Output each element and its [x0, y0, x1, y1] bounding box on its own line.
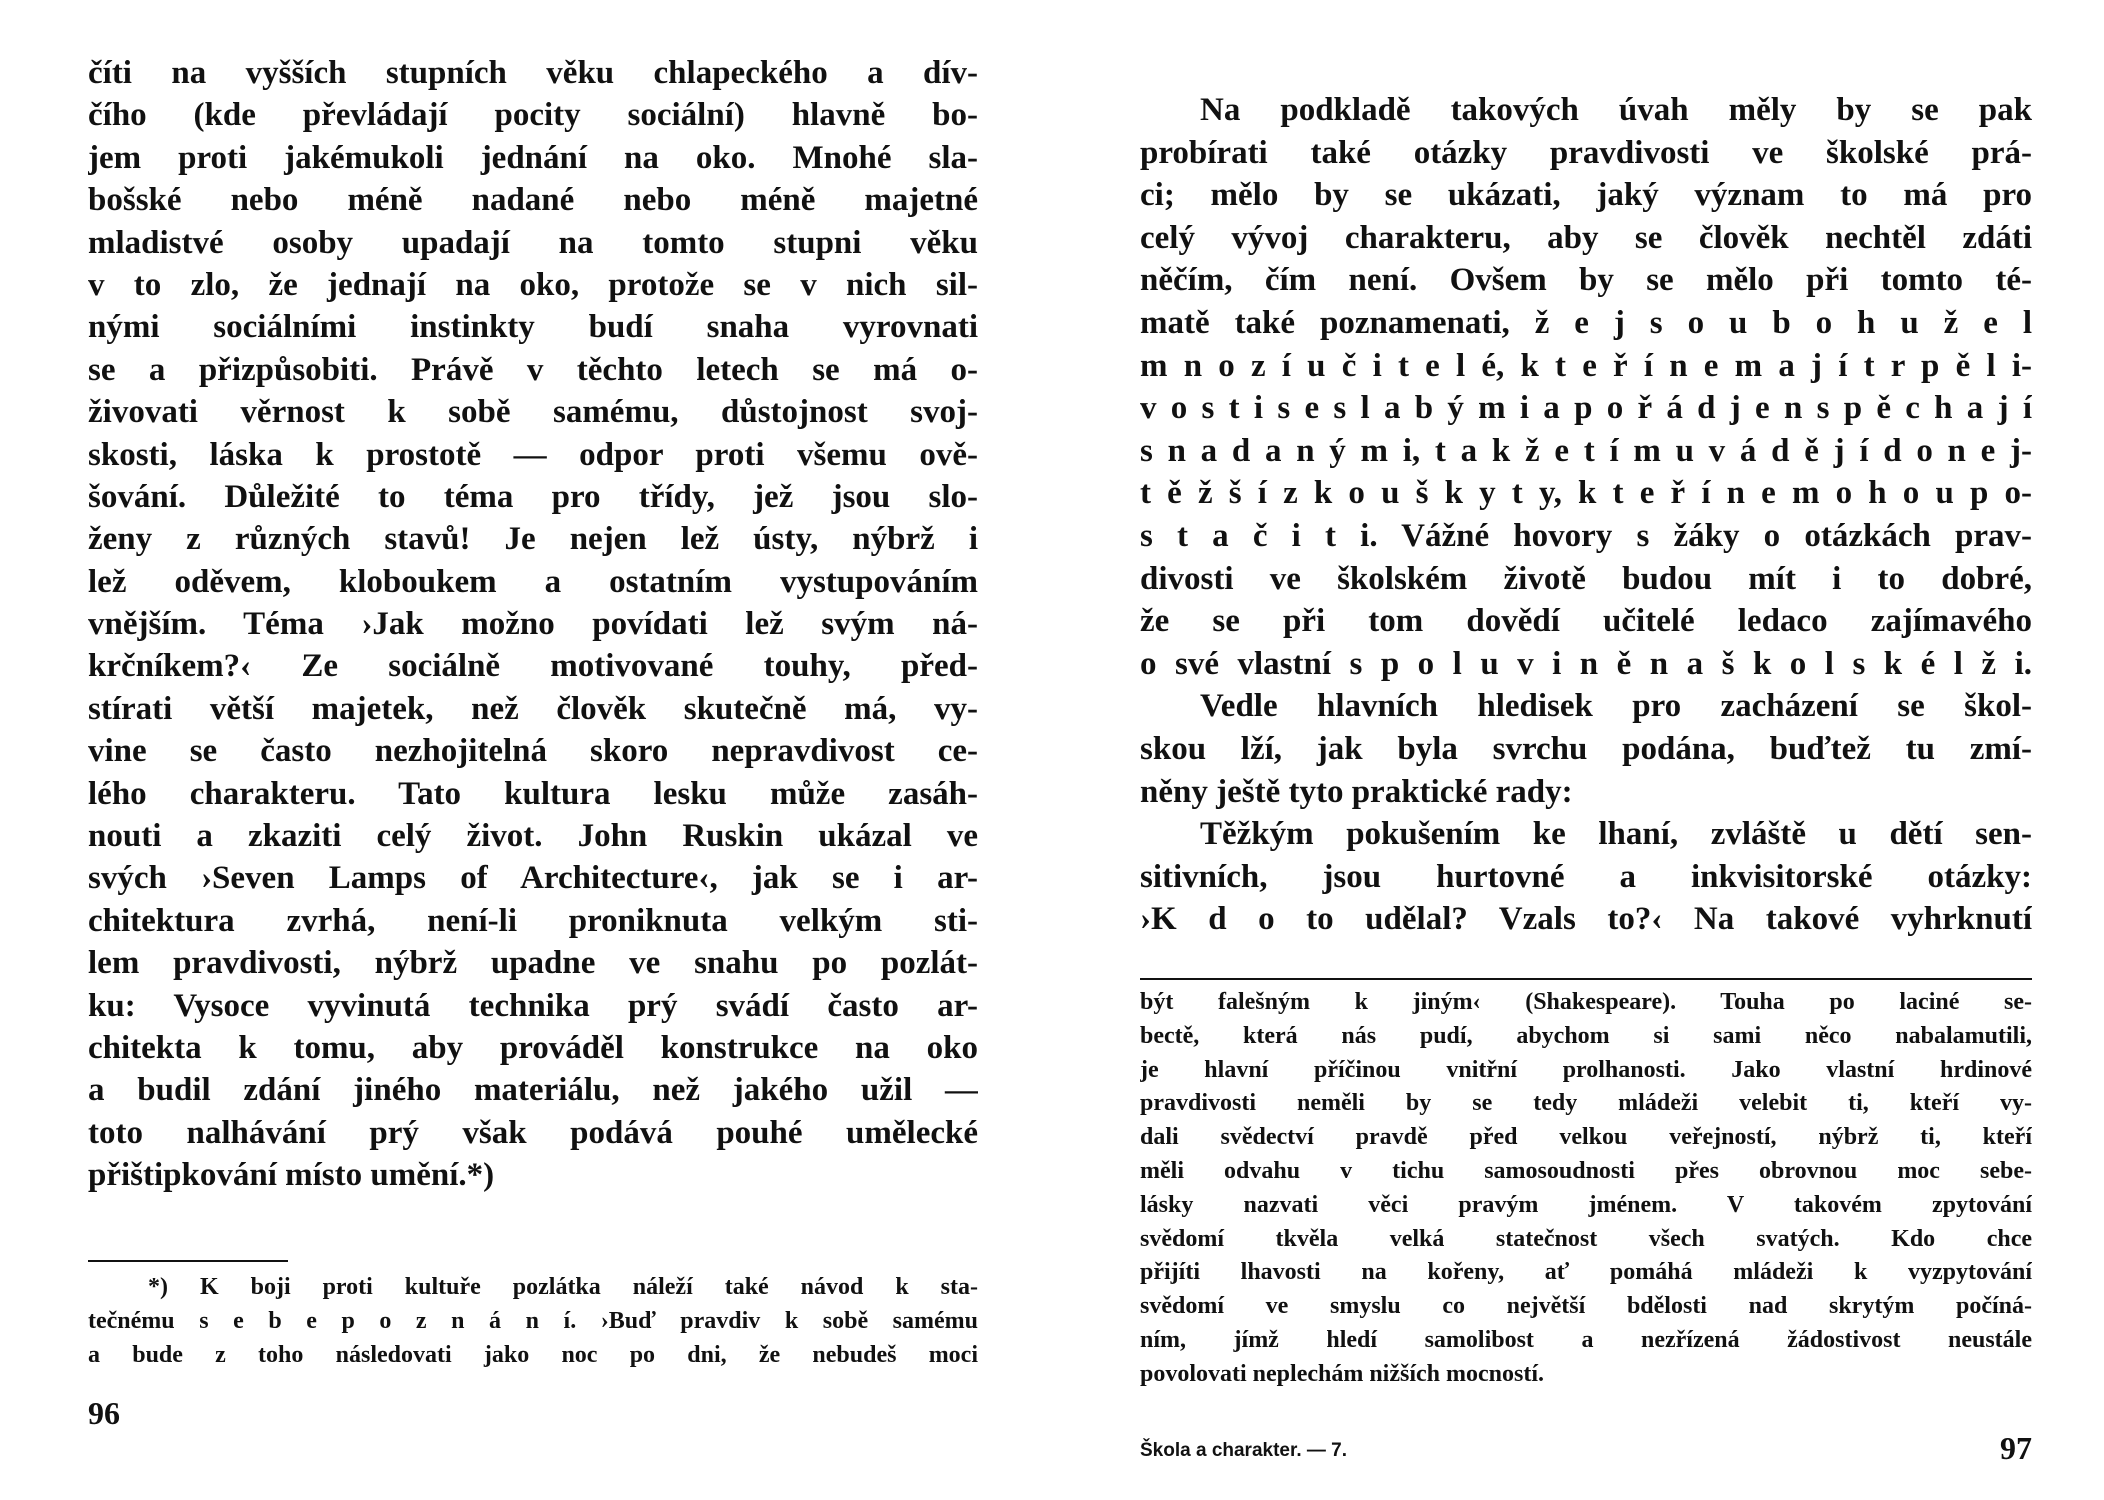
body-line: svých ›Seven Lamps of Architecture‹, jak se i ar-: [88, 860, 978, 897]
body-line: celý vývoj charakteru, aby se člověk nechtěl zdáti: [1140, 219, 2032, 256]
body-line: bošské nebo méně nadané nebo méně majetné: [88, 182, 978, 219]
body-line: probírati také otázky pravdivosti ve školské prá-: [1140, 134, 2032, 171]
body-line: ku: Vysoce vyvinutá technika prý svádí často ar-: [88, 987, 978, 1024]
body-line: šování. Důležité to téma pro třídy, jež jsou slo-: [88, 478, 978, 515]
footnote-line: přijíti lhavosti na kořeny, ať pomáhá mládeži k vyzpytování: [1140, 1259, 2032, 1286]
body-line: jem proti jakémukoli jednání na oko. Mnohé sla-: [88, 139, 978, 176]
footnote-line: ním, jímž hledí samolibost a nezřízená žádostivost neustále: [1140, 1326, 2032, 1353]
body-line: t ě ž š í z k o u š k y t y, k t e ř í n e m o h o u p o-: [1140, 475, 2032, 512]
footnote-rule: [1140, 978, 2032, 980]
body-line: skou lží, jak byla svrchu podána, buďtež tu zmí-: [1140, 730, 2032, 767]
footnote-line: svědomí tkvěla velká statečnost všech svatých. Kdo chce: [1140, 1225, 2032, 1252]
body-line: stírati větší majetek, než člověk skutečně má, vy-: [88, 690, 978, 727]
body-line: ›K d o to udělal? Vzals to?‹ Na takové vyhrknutí: [1140, 901, 2032, 938]
body-line: divosti ve školském životě budou mít i to dobré,: [1140, 560, 2032, 597]
body-line: něčím, čím není. Ovšem by se mělo při tomto té-: [1140, 262, 2032, 299]
footnote-line: svědomí ve smyslu co největší bdělosti nad skrytým počíná-: [1140, 1293, 2032, 1320]
footnote-line: tečnému s e b e p o z n á n í. ›Buď pravdiv k sobě samému: [88, 1308, 978, 1334]
body-line: chitekta k tomu, aby prováděl konstrukce na oko: [88, 1029, 978, 1066]
page-number: 97: [2000, 1430, 2032, 1466]
body-line: toto nalhávání prý však podává pouhé umělecké: [88, 1114, 978, 1151]
body-line: o své vlastní s p o l u v i n ě n a š k o l s k é l ž i.: [1140, 645, 2032, 682]
body-line: ci; mělo by se ukázati, jaký význam to má pro: [1140, 177, 2032, 214]
body-line: živovati věrnost k sobě samému, důstojnost svoj-: [88, 394, 978, 431]
body-line: krčníkem?‹ Ze sociálně motivované touhy, před-: [88, 648, 978, 685]
body-line: Vedle hlavních hledisek pro zacházení se škol-: [1200, 688, 2032, 725]
body-line: skosti, láska k prostotě — odpor proti všemu ově-: [88, 436, 978, 473]
footnote-line: *) K boji proti kultuře pozlátka náleží také návod k sta-: [148, 1274, 978, 1300]
body-line: m n o z í u č i t e l é, k t e ř í n e m a j í t r p ě l i-: [1140, 347, 2032, 384]
body-line: nouti a zkaziti celý život. John Ruskin ukázal ve: [88, 818, 978, 855]
printer-signature: Škola a charakter. — 7.: [1140, 1440, 1348, 1461]
body-line: Těžkým pokušením ke lhaní, zvláště u dětí sen-: [1200, 816, 2032, 853]
footnote-line: být falešným k jiným‹ (Shakespeare). Touha po laciné se-: [1140, 989, 2032, 1015]
footnote-line: povolovati neplechám nižších mocností.: [1140, 1360, 1545, 1387]
footnote-line: bectě, která nás pudí, abychom si sami něco nabalamutili,: [1140, 1022, 2032, 1049]
footnote-line: je hlavní příčinou vnitřní prolhanosti. Jako vlastní hrdinové: [1140, 1056, 2032, 1083]
body-line: něny ještě tyto praktické rady:: [1140, 773, 1573, 810]
body-line: Na podkladě takových úvah měly by se pak: [1200, 92, 2032, 128]
right-footnote: [1140, 986, 2032, 1392]
footnote-line: a bude z toho následovati jako noc po dni, že nebudeš moci: [88, 1342, 978, 1368]
body-line: lež oděvem, kloboukem a ostatním vystupováním: [88, 563, 978, 600]
body-line: s t a č i t i. Vážné hovory s žáky o otázkách prav-: [1140, 517, 2032, 554]
footnote-line: pravdivosti neměli by se tedy mládeži velebit ti, kteří vy-: [1140, 1090, 2032, 1117]
body-line: se a přizpůsobiti. Právě v těchto letech se má o-: [88, 351, 978, 388]
footnote-line: dali svědectví pravdě před velkou veřejností, nýbrž ti, kteří: [1140, 1124, 2032, 1151]
body-line: mladistvé osoby upadají na tomto stupni věku: [88, 224, 978, 261]
footnote-rule: [88, 1260, 288, 1262]
body-line: nými sociálními instinkty budí snaha vyrovnati: [88, 309, 978, 346]
body-line: v o s t i s e s l a b ý m i a p o ř á d j e n s p ě c h a j í: [1140, 390, 2032, 427]
footnote-line: měli odvahu v tichu samosoudnosti přes obrovnou moc sebe-: [1140, 1157, 2032, 1184]
body-line: sitivních, jsou hurtovné a inkvisitorské otázky:: [1140, 858, 2032, 895]
body-line: vnějším. Téma ›Jak možno povídati lež svým ná-: [88, 606, 978, 643]
body-line: lem pravdivosti, nýbrž upadne ve snahu po pozlát-: [88, 945, 978, 982]
body-line: vine se často nezhojitelná skoro nepravdivost ce-: [88, 733, 978, 770]
body-line: ženy z různých stavů! Je nejen lež ústy, nýbrž i: [88, 521, 978, 558]
right-body-text: [1140, 89, 2032, 941]
body-line: matě také poznamenati, ž e j s o u b o h u ž e l: [1140, 304, 2032, 341]
body-line: čího (kde převládají pocity sociální) hlavně bo-: [88, 97, 978, 134]
body-line: a budil zdání jiného materiálu, než jakého užil —: [88, 1072, 978, 1109]
body-line: lého charakteru. Tato kultura lesku může zasáh-: [88, 775, 978, 812]
body-line: s n a d a n ý m i, t a k ž e t í m u v á d ě j í d o n e j-: [1140, 432, 2032, 469]
body-line: v to zlo, že jednají na oko, protože se v nich sil-: [88, 266, 978, 303]
page-number: 96: [88, 1395, 120, 1431]
footnote-line: lásky nazvati věci pravým jménem. V takovém zpytování: [1140, 1191, 2032, 1218]
left-body-text: [88, 52, 978, 1197]
body-line: přištipkování místo umění.*): [88, 1157, 495, 1194]
body-line: číti na vyšších stupních věku chlapeckého a dív-: [88, 55, 978, 91]
left-footnote: [88, 1270, 978, 1372]
body-line: že se při tom dovědí učitelé ledaco zajímavého: [1140, 603, 2032, 640]
body-line: chitektura zvrhá, není-li proniknuta velkým sti-: [88, 902, 978, 939]
